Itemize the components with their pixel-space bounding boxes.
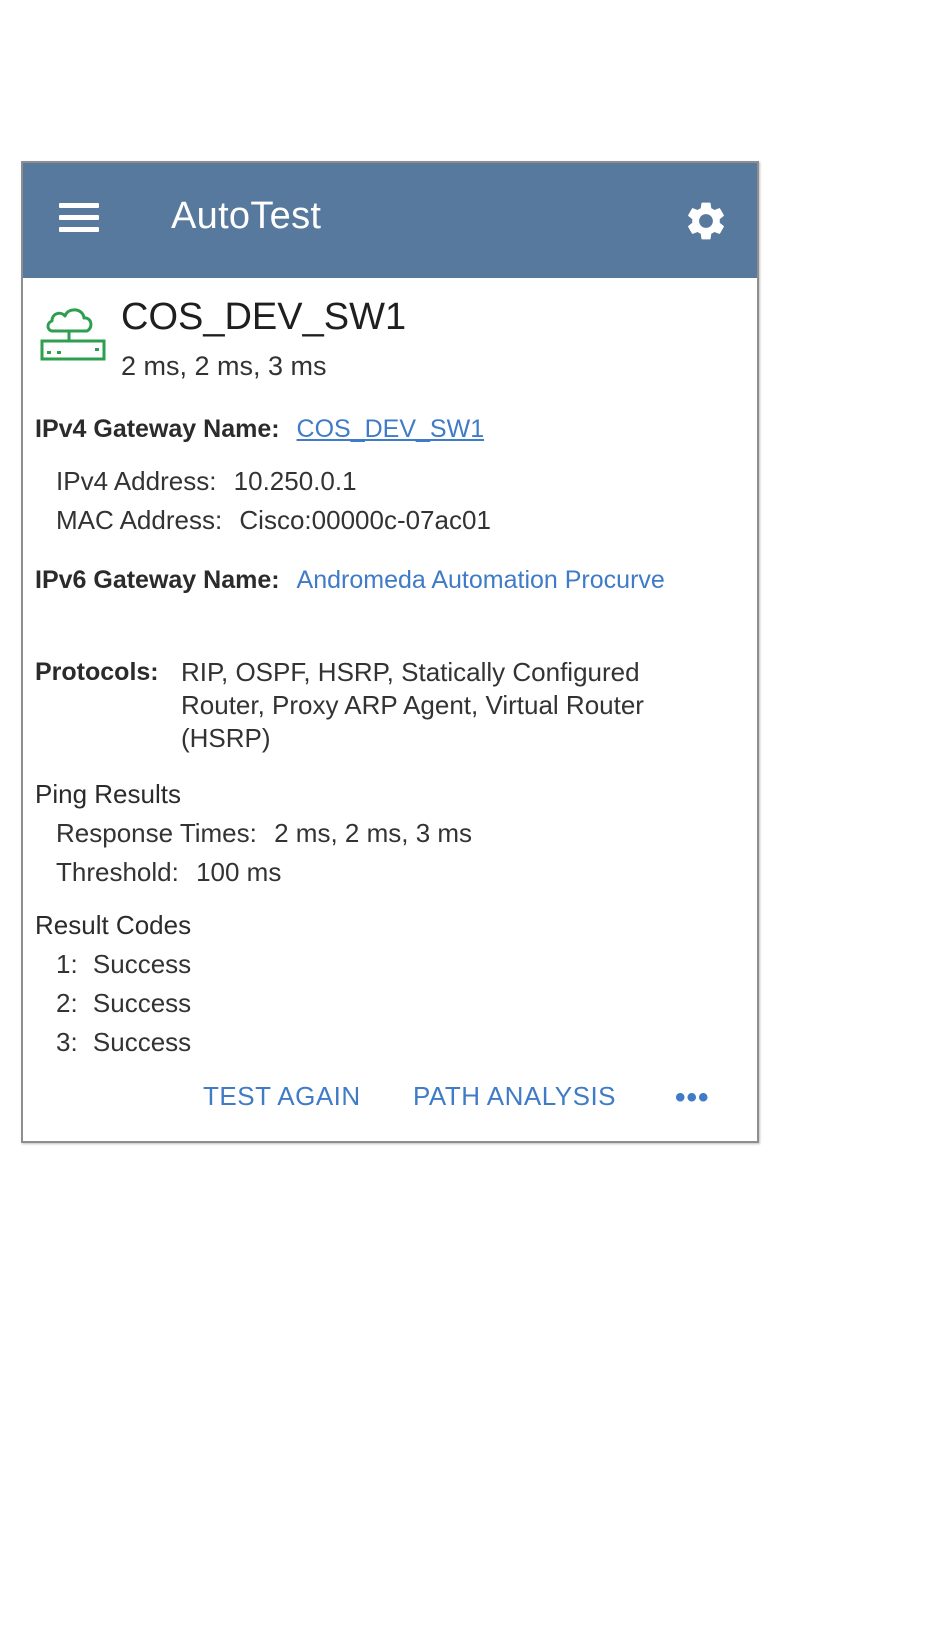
ping-results-heading: Ping Results xyxy=(35,779,181,809)
mac-address-value: Cisco:00000c-07ac01 xyxy=(239,505,491,535)
result-code-status: Success xyxy=(92,1027,192,1057)
result-code-number: 2: xyxy=(56,988,78,1018)
ipv4-address-row xyxy=(56,466,357,497)
path-analysis-button[interactable]: PATH ANALYSIS xyxy=(413,1081,617,1111)
ping-response-label: Response Times: xyxy=(56,818,257,848)
ping-threshold-label: Threshold: xyxy=(56,857,179,887)
ipv4-gateway-label: IPv4 Gateway Name: xyxy=(35,415,280,443)
ipv4-gateway-link[interactable]: COS_DEV_SW1 xyxy=(296,415,485,443)
device-response-times: 2 ms, 2 ms, 3 ms xyxy=(121,351,327,381)
cloud-switch-icon xyxy=(39,299,107,367)
app-bar xyxy=(23,163,757,278)
action-bar xyxy=(23,1081,757,1121)
ipv4-gateway-row xyxy=(35,415,484,444)
result-code-row xyxy=(56,949,191,980)
ping-response-row xyxy=(56,818,472,849)
result-code-status: Success xyxy=(92,949,192,979)
result-code-number: 1: xyxy=(56,949,78,979)
more-options-icon[interactable]: ••• xyxy=(675,1081,710,1114)
hamburger-menu-icon[interactable] xyxy=(59,203,103,237)
test-again-button[interactable]: TEST AGAIN xyxy=(203,1081,361,1111)
result-code-number: 3: xyxy=(56,1027,78,1057)
ipv4-address-label: IPv4 Address: xyxy=(56,466,217,496)
result-code-status: Success xyxy=(92,988,192,1018)
protocols-label: Protocols: xyxy=(35,658,159,686)
ping-response-value: 2 ms, 2 ms, 3 ms xyxy=(274,818,473,848)
mac-address-row xyxy=(56,505,491,536)
protocols-value: RIP, OSPF, HSRP, Statically Configured Router, Proxy ARP Agent, Virtual Router (HSRP) xyxy=(181,657,644,753)
autotest-screen xyxy=(21,161,759,1143)
result-codes-heading: Result Codes xyxy=(35,910,192,940)
device-name: COS_DEV_SW1 xyxy=(121,296,407,338)
result-code-row xyxy=(56,1027,191,1058)
mac-address-label: MAC Address: xyxy=(56,505,223,535)
app-title: AutoTest xyxy=(171,195,322,237)
ping-threshold-row xyxy=(56,857,281,888)
ipv4-address-value: 10.250.0.1 xyxy=(233,466,357,496)
result-code-row xyxy=(56,988,191,1019)
gear-icon[interactable] xyxy=(683,198,729,244)
ping-threshold-value: 100 ms xyxy=(196,857,282,887)
ipv6-gateway-link[interactable]: Andromeda Automation Procurve xyxy=(296,566,665,594)
ipv6-gateway-row xyxy=(35,566,665,595)
ipv6-gateway-label: IPv6 Gateway Name: xyxy=(35,566,280,594)
